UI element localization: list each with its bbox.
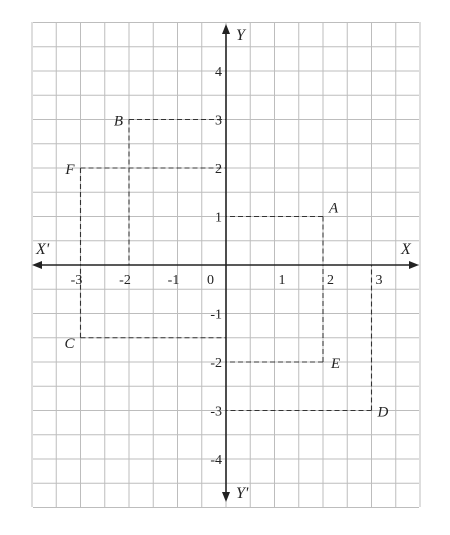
point-label-e: E (331, 356, 341, 372)
y-tick-label: -2 (210, 356, 222, 371)
x-tick-label: -3 (70, 273, 83, 288)
point-label-c: C (64, 335, 75, 352)
x-axis-negative-label: X' (36, 241, 50, 258)
origin-label: 0 (207, 273, 214, 288)
y-tick-label: 1 (215, 210, 222, 226)
point-label-f: F (65, 162, 75, 178)
y-tick-label: 4 (215, 65, 222, 80)
x-tick-label: 2 (327, 273, 334, 288)
x-axis-right-arrow (409, 261, 419, 269)
x-tick-label: -2 (119, 273, 131, 288)
x-tick-label: -1 (167, 273, 180, 288)
y-axis-top-arrow (222, 24, 230, 34)
y-tick-label: -1 (210, 307, 222, 323)
point-label-b: B (113, 113, 123, 130)
y-tick-label: -3 (210, 404, 222, 420)
y-axis-positive-label: Y (236, 27, 245, 44)
y-tick-label: -4 (210, 453, 222, 468)
point-label-d: D (377, 404, 389, 421)
y-axis-bottom-arrow (222, 492, 230, 502)
point-label-a: A (329, 200, 339, 217)
x-tick-label: 1 (278, 273, 286, 288)
x-axis-left-arrow (32, 261, 42, 269)
y-axis-negative-label: Y' (236, 485, 249, 502)
y-tick-label: 3 (215, 113, 222, 129)
x-axis-positive-label: X (401, 241, 411, 258)
y-tick-label: 2 (215, 162, 222, 177)
x-tick-label: 3 (375, 273, 383, 288)
